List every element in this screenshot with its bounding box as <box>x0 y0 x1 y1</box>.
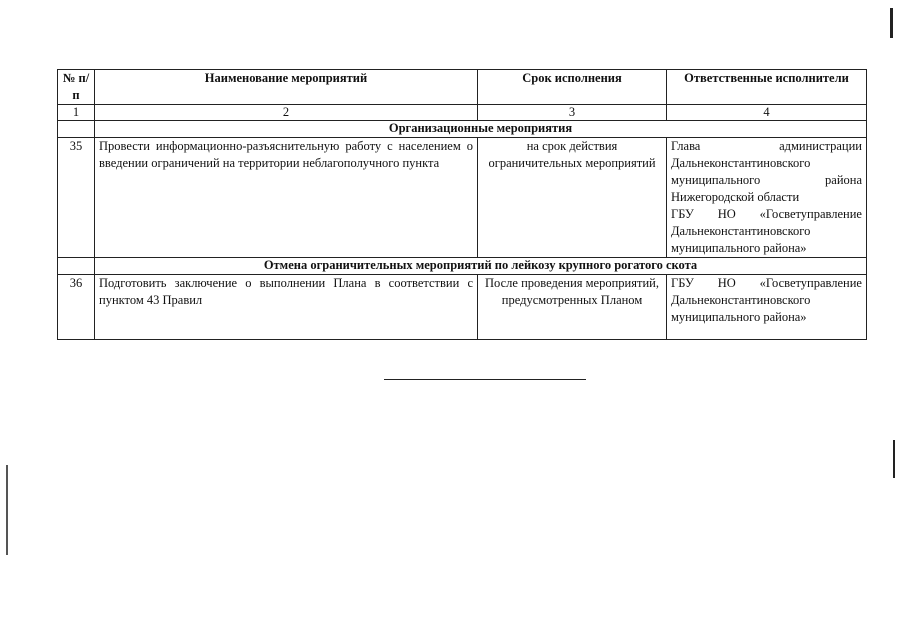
section-title: Организационные мероприятия <box>95 121 867 138</box>
header-name: Наименование мероприятий <box>95 70 478 105</box>
table-row <box>58 275 867 340</box>
column-number-row <box>58 105 867 121</box>
row-number: 35 <box>58 138 95 258</box>
responsible-entry: ГБУ НО «Госветуправление Дальнеконстантиновского муниципального района» <box>671 276 862 324</box>
column-number: 4 <box>667 105 867 121</box>
row-number: 36 <box>58 275 95 340</box>
column-number: 1 <box>58 105 95 121</box>
scan-mark <box>893 440 895 478</box>
row-deadline: После проведения мероприятий, предусмотренных Планом <box>478 275 667 340</box>
row-action: Подготовить заключение о выполнении Плана в соответствии с пунктом 43 Правил <box>95 275 478 340</box>
section-spacer <box>58 121 95 138</box>
row-responsible <box>667 138 867 258</box>
scan-mark <box>890 8 893 38</box>
row-deadline: на срок действия ограничительных мероприятий <box>478 138 667 258</box>
header-row <box>58 70 867 105</box>
header-deadline: Срок исполнения <box>478 70 667 105</box>
section-title: Отмена ограничительных мероприятий по лейкозу крупного рогатого скота <box>95 258 867 275</box>
responsible-entry: Глава администрации Дальнеконстантиновского муниципального района Нижегородской области <box>671 139 862 204</box>
scan-mark <box>6 465 8 555</box>
row-responsible <box>667 275 867 340</box>
column-number: 2 <box>95 105 478 121</box>
end-separator-line <box>384 379 586 380</box>
section-spacer <box>58 258 95 275</box>
header-num: № п/п <box>58 70 95 105</box>
section-row <box>58 121 867 138</box>
table-row <box>58 138 867 258</box>
action-plan-table <box>57 69 867 340</box>
column-number: 3 <box>478 105 667 121</box>
section-row <box>58 258 867 275</box>
row-action: Провести информационно-разъяснительную работу с населением о введении ограничений на территории неблагополучного пункта <box>95 138 478 258</box>
responsible-entry: ГБУ НО «Госветуправление Дальнеконстантиновского муниципального района» <box>671 207 862 255</box>
header-responsible: Ответственные исполнители <box>667 70 867 105</box>
